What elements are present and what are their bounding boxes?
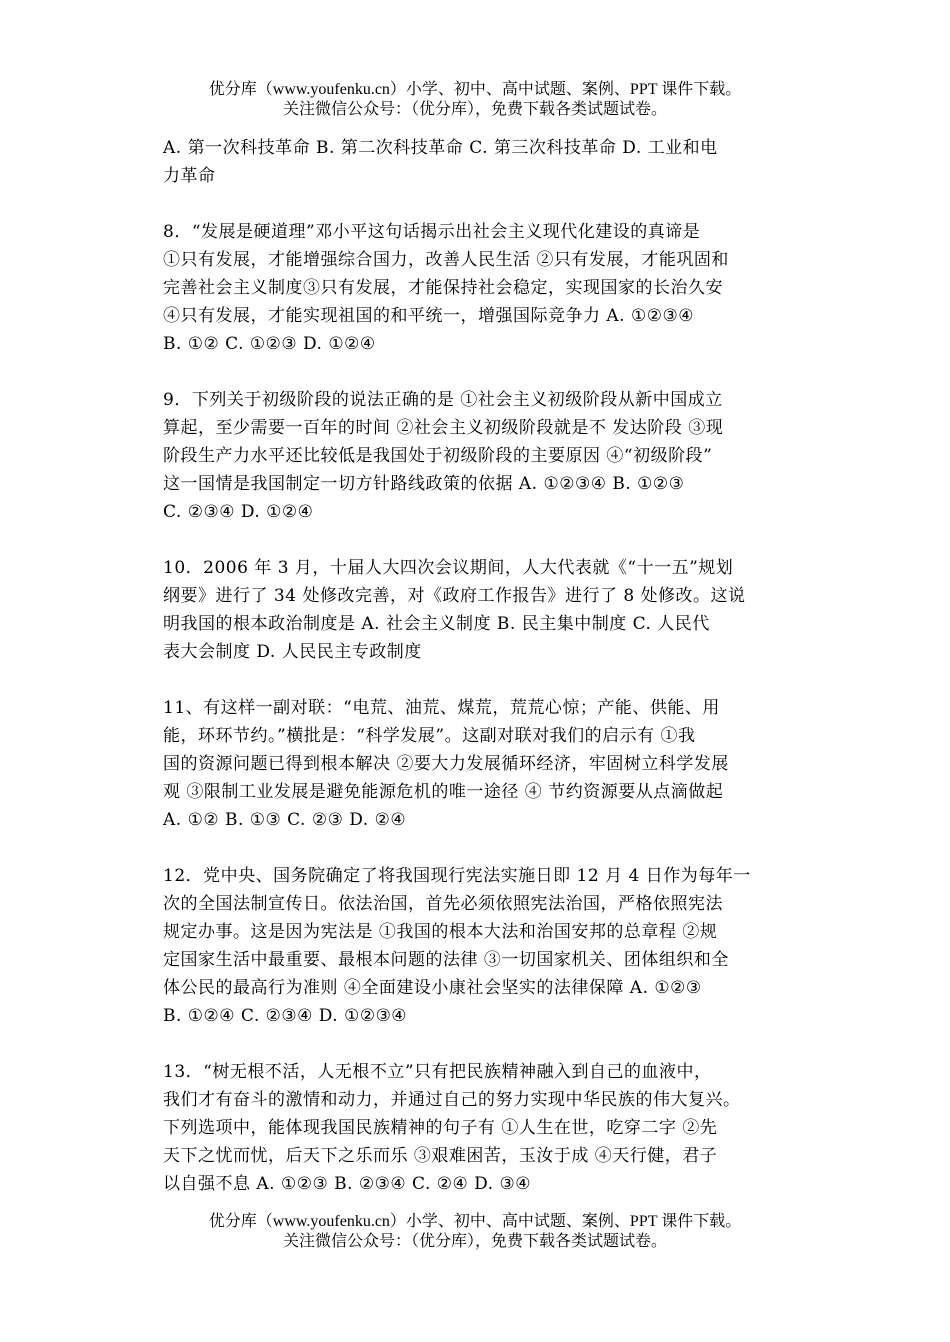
question-block-9 [163, 386, 791, 526]
text-line: 这一国情是我国制定一切方针路线政策的依据 A. ①②③④ B. ①②③ [163, 474, 685, 494]
text-line: 8．“发展是硬道理”邓小平这句话揭示出社会主义现代化建设的真谛是 [163, 222, 701, 242]
text-line: 完善社会主义制度③只有发展，才能保持社会稳定，实现国家的长治久安 [163, 278, 723, 298]
page-footer [0, 1212, 950, 1252]
text-line: 次的全国法制宣传日。依法治国，首先必须依照宪法治国，严格依照宪法 [163, 894, 723, 914]
question-block-10 [163, 554, 791, 666]
text-line: A. 第一次科技革命 B. 第二次科技革命 C. 第三次科技革命 D. 工业和电 [163, 138, 718, 158]
text-line: 观 ③限制工业发展是避免能源危机的唯一途径 ④ 节约资源要从点滴做起 [163, 782, 724, 802]
text-line: 9．下列关于初级阶段的说法正确的是 ①社会主义初级阶段从新中国成立 [163, 390, 723, 410]
question-block-13 [163, 1058, 791, 1198]
text-line: 力革命 [163, 166, 216, 186]
text-line: 明我国的根本政治制度是 A. 社会主义制度 B. 民主集中制度 C. 人民代 [163, 614, 710, 634]
footer-line-2: 关注微信公众号：（优分库），免费下载各类试题试卷。 [282, 1233, 667, 1250]
text-line: 12．党中央、国务院确定了将我国现行宪法实施日即 12 月 4 日作为每年一 [163, 866, 751, 886]
text-line: 以自强不息 A. ①②③ B. ②③④ C. ②④ D. ③④ [163, 1174, 531, 1194]
text-line: 国的资源问题已得到根本解决 ②要大力发展循环经济，牢固树立科学发展 [163, 754, 729, 774]
text-line: 能，环环节约。”横批是：“科学发展”。这副对联对我们的启示有 ①我 [163, 726, 696, 746]
text-line: 11、有这样一副对联：“电荒、油荒、煤荒，荒荒心惊；产能、供能、用 [163, 698, 720, 718]
header-line-1: 优分库（www.youfenku.cn）小学、初中、高中试题、案例、PPT 课件下载。 [208, 81, 742, 98]
text-line: 下列选项中，能体现我国民族精神的句子有 ①人生在世，吃穿二字 ②先 [163, 1118, 718, 1138]
text-line: 定国家生活中最重要、最根本问题的法律 ③一切国家机关、团体组织和全 [163, 950, 729, 970]
text-line: 10．2006 年 3 月，十届人大四次会议期间，人大代表就《“十一五”规划 [163, 558, 734, 578]
question-block-12 [163, 862, 791, 1030]
text-line: 我们才有奋斗的激情和动力，并通过自己的努力实现中华民族的伟大复兴。 [163, 1090, 741, 1110]
text-line: 13．“树无根不活，人无根不立”只有把民族精神融入到自己的血液中， [163, 1062, 712, 1082]
header-line-2: 关注微信公众号：（优分库），免费下载各类试题试卷。 [282, 101, 667, 118]
text-line: B. ①②④ C. ②③④ D. ①②③④ [163, 1006, 408, 1026]
question-block-7 [163, 134, 791, 190]
text-line: 规定办事。这是因为宪法是 ①我国的根本大法和治国安邦的总章程 ②规 [163, 922, 718, 942]
text-line: 天下之忧而忧，后天下之乐而乐 ③艰难困苦，玉汝于成 ④天行健，君子 [163, 1146, 718, 1166]
question-block-11 [163, 694, 791, 834]
page-header [0, 80, 950, 120]
text-line: ④只有发展，才能实现祖国的和平统一，增强国际竞争力 A. ①②③④ [163, 306, 694, 326]
document-body [163, 134, 791, 1198]
text-line: 纲要》进行了 34 处修改完善，对《政府工作报告》进行了 8 处修改。这说 [163, 586, 746, 606]
text-line: 阶段生产力水平还比较低是我国处于初级阶段的主要原因 ④“初级阶段” [163, 446, 713, 466]
question-block-8 [163, 218, 791, 358]
footer-line-1: 优分库（www.youfenku.cn）小学、初中、高中试题、案例、PPT 课件下载。 [208, 1213, 742, 1230]
text-line: ①只有发展，才能增强综合国力，改善人民生活 ②只有发展，才能巩固和 [163, 250, 729, 270]
text-line: 算起，至少需要一百年的时间 ②社会主义初级阶段就是不 发达阶段 ③现 [163, 418, 724, 438]
text-line: B. ①② C. ①②③ D. ①②④ [163, 334, 376, 354]
text-line: 表大会制度 D. 人民民主专政制度 [163, 642, 422, 662]
text-line: C. ②③④ D. ①②④ [163, 502, 314, 522]
text-line: 体公民的最高行为准则 ④全面建设小康社会坚实的法律保障 A. ①②③ [163, 978, 702, 998]
text-line: A. ①② B. ①③ C. ②③ D. ②④ [163, 810, 407, 830]
